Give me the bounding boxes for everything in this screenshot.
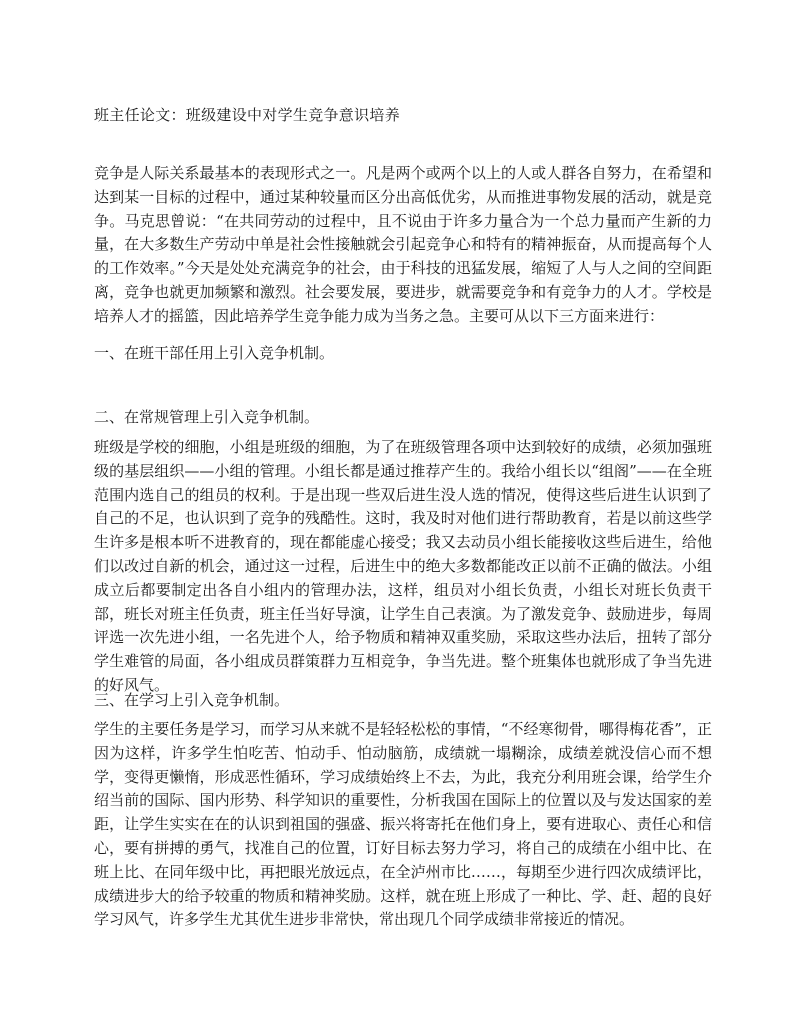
section-heading-routine-management: 二、在常规管理上引入竞争机制。: [94, 408, 320, 426]
document-title: 班主任论文：班级建设中对学生竞争意识培养: [94, 106, 401, 124]
routine-management-paragraph: 班级是学校的细胞，小组是班级的细胞，为了在班级管理各项中达到较好的成绩，必须加强班级的基层组织——小组的管理。小组长都是通过推荐产生的。我给小组长以“组阁”——在全班范围内选自己的组员的权利。于是出现一些双后进生没人选的情况，使得这些后进生认识到了自己的不足，也认识到了竞争的残酷性。这时，我及时对他们进行帮助教育，若是以前这些学生许多是根本听不进教育的，现在都能虚心接受；我又去动员小组长能接收这些后进生，给他们以改过自新的机会，通过这一过程，后进生中的绝大多数都能改正以前不正确的做法。小组成立后都要制定出各自小组内的管理办法，这样，组员对小组长负责，小组长对班长负责干部，班长对班主任负责，班主任当好导演，让学生自己表演。为了激发竞争、鼓励进步，每周评选一次先进小组，一名先进个人，给予物质和精神双重奖励，采取这些办法后，扭转了部分学生难管的局面，各小组成员群策群力互相竞争，争当先进。整个班集体也就形成了争当先进的好风气。: [94, 438, 712, 694]
section-heading-cadre-competition: 一、在班干部任用上引入竞争机制。: [94, 344, 335, 362]
section-heading-study-competition: 三、在学习上引入竞争机制。: [94, 691, 290, 709]
intro-paragraph: 竞争是人际关系最基本的表现形式之一。凡是两个或两个以上的人或人群各自努力，在希望和达到某一目标的过程中，通过某种较量而区分出高低优劣，从而推进事物发展的活动，就是竞争。马克思曾说：“在共同劳动的过程中，且不说由于许多力量合为一个总力量而产生新的力量，在大多数生产劳动中单是社会性接触就会引起竞争心和特有的精神振奋，从而提高每个人的工作效率。”今天是处处充满竞争的社会，由于科技的迅猛发展，缩短了人与人之间的空间距离，竞争也就更加频繁和激烈。社会要发展，要进步，就需要竞争和有竞争力的人才。学校是培养人才的摇篮，因此培养学生竞争能力成为当务之急。主要可从以下三方面来进行：: [94, 164, 712, 325]
study-competition-paragraph: 学生的主要任务是学习，而学习从来就不是轻轻松松的事情，“不经寒彻骨，哪得梅花香”，正因为这样，许多学生怕吃苦、怕动手、怕动脑筋，成绩就一塌糊涂，成绩差就没信心而不想学，变得更懒惰，形成恶性循环，学习成绩始终上不去，为此，我充分利用班会课，给学生介绍当前的国际、国内形势、科学知识的重要性，分析我国在国际上的位置以及与发达国家的差距，让学生实实在在的认识到祖国的强盛、振兴将寄托在他们身上，要有进取心、责任心和信心，要有拼搏的勇气，找准自己的位置，订好目标去努力学习，将自己的成绩在小组中比、在班上比、在同年级中比，再把眼光放远点，在全泸州市比……，每期至少进行四次成绩评比，成绩进步大的给予较重的物质和精神奖励。这样，就在班上形成了一种比、学、赶、超的良好学习风气，许多学生尤其优生进步非常快，常出现几个同学成绩非常接近的情况。: [94, 720, 712, 929]
